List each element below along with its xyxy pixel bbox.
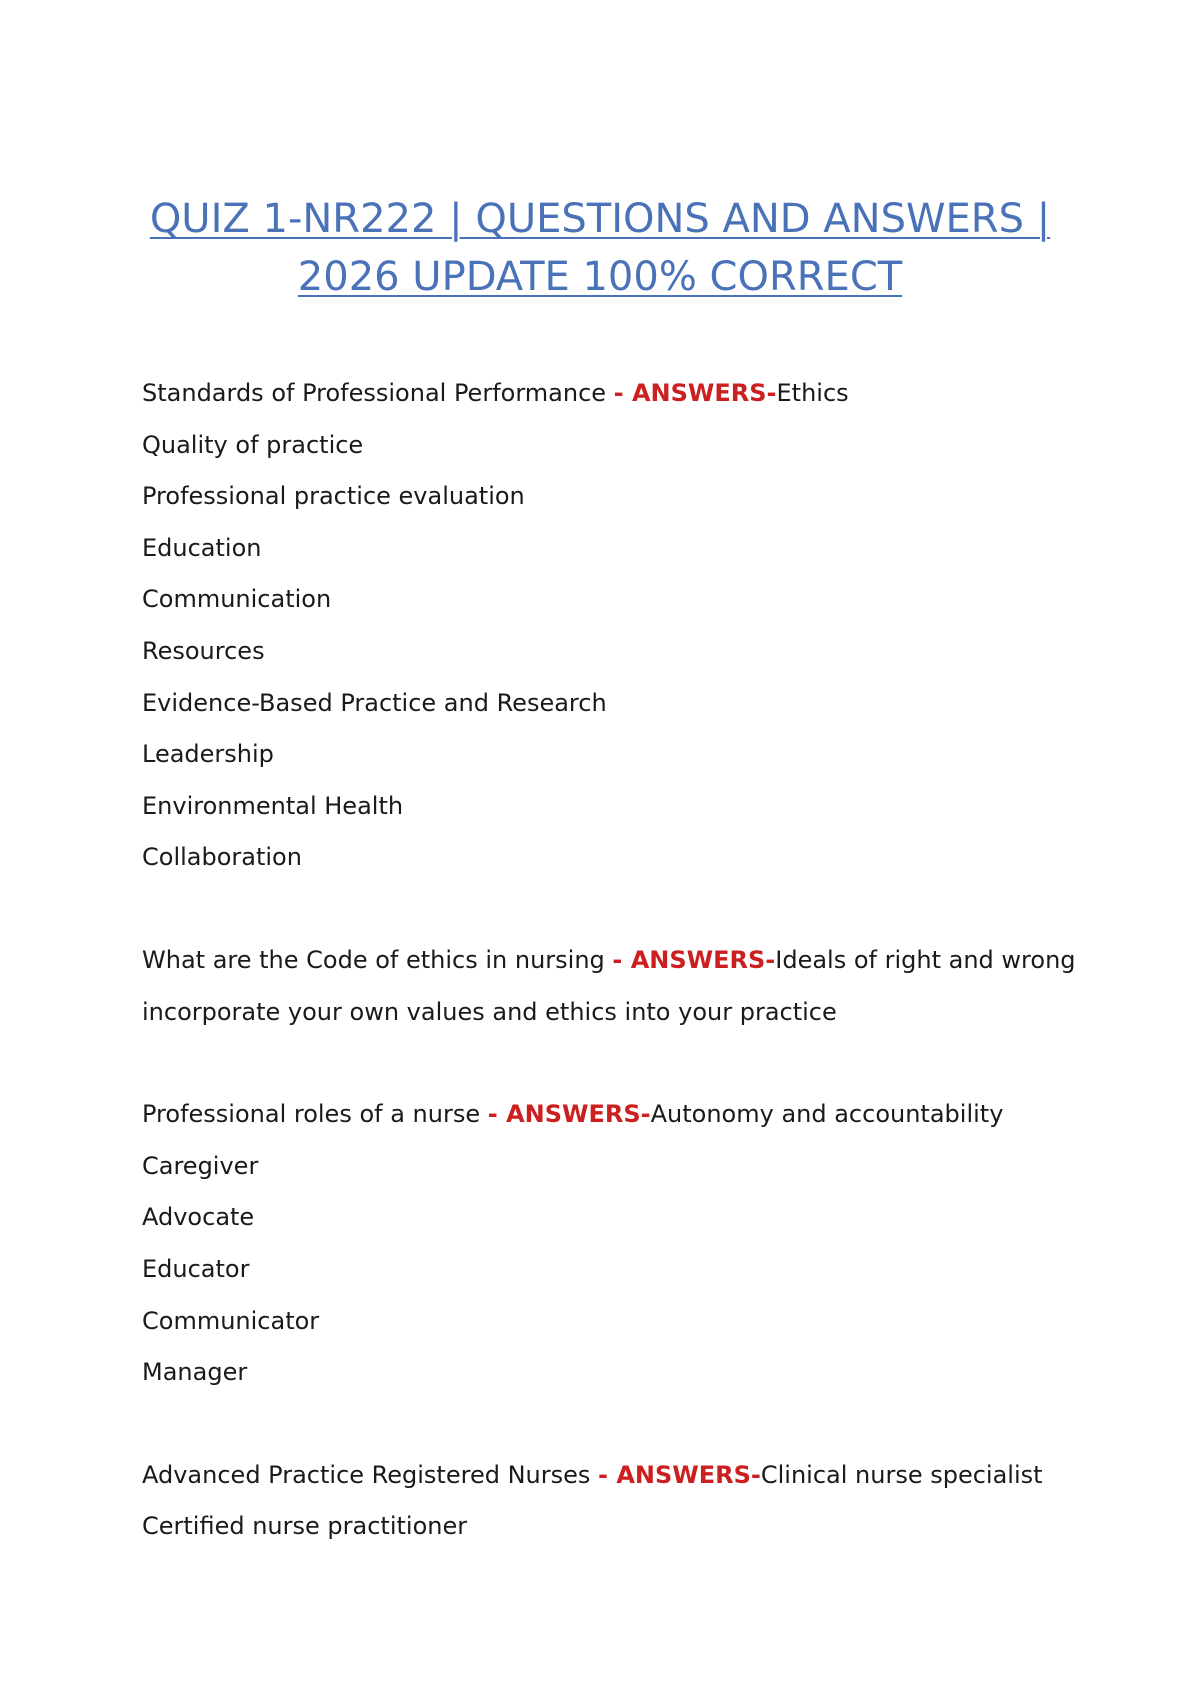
answer-line: Evidence-Based Practice and Research: [142, 688, 607, 717]
answer-line: Caregiver: [142, 1151, 259, 1180]
answers-marker: - ANSWERS-: [612, 945, 776, 974]
answer-line: Manager: [142, 1358, 248, 1387]
question-text: Professional roles of a nurse: [142, 1100, 488, 1129]
question-text: What are the Code of ethics in nursing: [142, 945, 613, 974]
qa-question-line: [142, 1089, 1102, 1141]
answer-line: Educator: [142, 1254, 250, 1283]
qa-content: [142, 368, 1102, 1604]
answer-line: Environmental Health: [142, 791, 404, 820]
answer-text: Ethics: [776, 379, 849, 407]
answer-line: incorporate your own values and ethics into your practice: [142, 997, 837, 1026]
qa-item-code-of-ethics: [142, 935, 1102, 1038]
document-title: [130, 190, 1070, 306]
answer-line: Professional practice evaluation: [142, 482, 525, 511]
question-text: Advanced Practice Registered Nurses: [142, 1460, 599, 1489]
qa-item-aprn: [142, 1450, 1102, 1553]
answer-line: Communicator: [142, 1306, 320, 1335]
answer-line: Leadership: [142, 740, 274, 769]
answer-line: Certified nurse practitioner: [142, 1512, 468, 1541]
answer-line: Quality of practice: [142, 430, 364, 459]
answer-line: Communication: [142, 585, 332, 614]
answer-text: Clinical nurse specialist: [760, 1460, 1043, 1489]
document-title-link[interactable]: QUIZ 1-NR222 | QUESTIONS AND ANSWERS | 2026 UPDATE 100% CORRECT: [149, 196, 1051, 300]
answer-line: Education: [142, 533, 262, 562]
answers-marker: - ANSWERS-: [613, 379, 777, 407]
answers-marker: - ANSWERS-: [487, 1100, 651, 1129]
question-text: Standards of Professional Performance: [142, 379, 614, 407]
qa-item-standards: [142, 368, 1102, 884]
answer-line: Resources: [142, 636, 265, 665]
qa-question-line: [142, 935, 1102, 987]
answer-text: Ideals of right and wrong: [775, 945, 1076, 974]
answer-line: Advocate: [142, 1203, 255, 1232]
answer-line: Collaboration: [142, 843, 302, 872]
qa-question-line: [142, 368, 1102, 420]
qa-question-line: [142, 1450, 1102, 1502]
answers-marker: - ANSWERS-: [598, 1460, 761, 1489]
answer-text: Autonomy and accountability: [650, 1100, 1004, 1129]
qa-item-professional-roles: [142, 1089, 1102, 1399]
